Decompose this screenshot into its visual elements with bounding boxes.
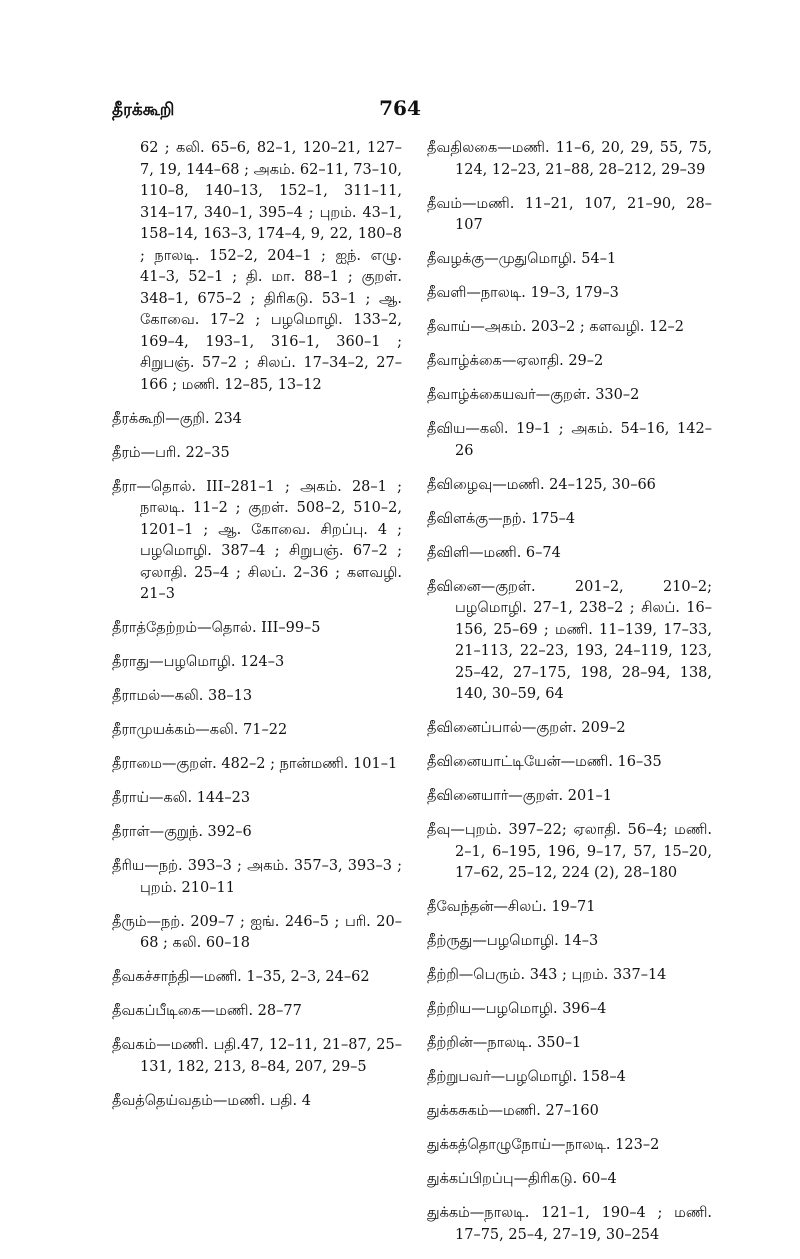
index-entry: தீரும்—நற். 209–7 ; ஐங். 246–5 ; பரி. 20–68 ; கலி. 60–18 (112, 913, 402, 951)
index-entry: தீற்றின்—நாலடி. 350–1 (427, 1035, 582, 1051)
index-entry: தீற்றி—பெரும். 343 ; புறம். 337–14 (427, 967, 667, 983)
index-entry: தீவிய—கலி. 19–1 ; அகம். 54–16, 142–26 (427, 421, 712, 459)
index-entry: தீவாய்—அகம். 203–2 ; களவழி. 12–2 (427, 319, 685, 335)
index-entry: தீற்றிய—பழமொழி. 396–4 (427, 1001, 607, 1017)
index-entry: தீவாழ்க்கை—ஏலாதி. 29–2 (427, 353, 604, 369)
index-entry: துக்கப்பிறப்பு—திரிகடு. 60–4 (427, 1171, 617, 1187)
index-entry: தீவதிலகை—மணி. 11–6, 20, 29, 55, 75, 124, 12–23, 21–88, 28–212, 29–39 (427, 140, 712, 178)
index-entry: தீரக்கூறி—குறி. 234 (112, 410, 242, 427)
index-entry: தீற்ருது—பழமொழி. 14–3 (427, 933, 599, 949)
index-entry: தீவத்தெய்வதம்—மணி. பதி. 4 (112, 1092, 311, 1109)
index-entry: தீவு—புறம். 397–22; ஏலாதி. 56–4; மணி. 2–1, 6–195, 196, 9–17, 57, 15–20, 17–62, 25–12, 224 (2), 28–180 (427, 822, 712, 881)
index-entry: தீரா—தொல். III–281–1 ; அகம். 28–1 ; நாலடி. 11–2 ; குறள். 508–2, 510–2, 1201–1 ; ஆ. கோவை. சிறப்பு. 4 ; பழமொழி. 387–4 ; சிறுபஞ். 67–2 ; ஏலாதி. 25–4 ; சிலப். 2–36 ; களவழி. 21–3 (112, 478, 402, 602)
index-entry: தீவினையாட்டியேன்—மணி. 16–35 (427, 754, 662, 770)
page-number: 764 (379, 96, 421, 120)
index-entry: தீராமுயக்கம்—கலி. 71–22 (112, 722, 288, 738)
index-entry: தீவகப்பீடிகை—மணி. 28–77 (112, 1003, 302, 1019)
index-entry: துக்கம்—நாலடி. 121–1, 190–4 ; மணி. 17–75, 25–4, 27–19, 30–254 (427, 1205, 712, 1243)
index-entry: துக்கசுகம்—மணி. 27–160 (427, 1103, 599, 1119)
index-entry: தீராமல்—கலி. 38–13 (112, 688, 253, 704)
index-entry: தீவழக்கு—முதுமொழி. 54–1 (427, 251, 617, 267)
index-entry: தீற்றுபவர்—பழமொழி. 158–4 (427, 1069, 626, 1085)
index-entry: தீவினை—குறள். 201–2, 210–2; பழமொழி. 27–1, 238–2 ; சிலப். 16–156, 25–69 ; மணி. 11–139, 17–33, 21–113, 22–23, 193, 24–119, 123, 25–42, 27–175, 198, 28–94, 138, 140, 30–59, 64 (427, 578, 712, 702)
index-entry: தீவகம்—மணி. பதி.47, 12–11, 21–87, 25–131, 182, 213, 8–84, 207, 29–5 (112, 1037, 402, 1075)
index-entry: தீராள்—குறுந். 392–6 (112, 824, 252, 840)
right-column (427, 138, 712, 1259)
index-entry: தீவம்—மணி. 11–21, 107, 21–90, 28–107 (427, 195, 712, 233)
index-entry: தீரிய—நற். 393–3 ; அகம். 357–3, 393–3 ; புறம். 210–11 (112, 858, 402, 896)
index-entry: தீவினைப்பால்—குறள். 209–2 (427, 720, 626, 736)
index-entry: தீராமை—குறள். 482–2 ; நான்மணி. 101–1 (112, 756, 398, 772)
index-entry: தீராது—பழமொழி. 124–3 (112, 654, 285, 670)
index-entry: துக்கத்தொழுநோய்—நாலடி. 123–2 (427, 1137, 660, 1153)
index-entry: தீராத்தேற்றம்—தொல். III–99–5 (112, 620, 321, 636)
index-entry: தீவகச்சாந்தி—மணி. 1–35, 2–3, 24–62 (112, 969, 370, 985)
index-entry: தீவளி—நாலடி. 19–3, 179–3 (427, 285, 619, 301)
index-entry: 62 ; கலி. 65–6, 82–1, 120–21, 127–7, 19, 144–68 ; அகம். 62–11, 73–10, 110–8, 140–13, 152–1, 311–11, 314–17, 340–1, 395–4 ; புறம். 43–1, 158–14, 163–3, 174–4, 9, 22, 180–8 ; நாலடி. 152–2, 204–1 ; ஐந். எழு. 41–3, 52–1 ; தி. மா. 88–1 ; குறள். 348–1, 675–2 ; திரிகடு. 53–1 ; ஆ. கோவை. 17–2 ; பழமொழி. 133–2, 169–4, 193–1, 316–1, 360–1 ; சிறுபஞ். 57–2 ; சிலப். 17–34–2, 27–166 ; மணி. 12–85, 13–12 (140, 140, 402, 393)
index-entry: தீவினையார்—குறள். 201–1 (427, 788, 612, 804)
index-entry: தீராய்—கலி. 144–23 (112, 790, 251, 806)
index-entry: தீரம்—பரி. 22–35 (112, 444, 230, 461)
index-entry: தீவிளி—மணி. 6–74 (427, 544, 561, 561)
left-column (112, 138, 402, 1125)
index-entry: தீவேந்தன்—சிலப். 19–71 (427, 899, 596, 915)
index-entry: தீவிளக்கு—நற். 175–4 (427, 510, 576, 527)
index-entry: தீவாழ்க்கையவர்—குறள். 330–2 (427, 387, 640, 403)
index-entry: தீவிழைவு—மணி. 24–125, 30–66 (427, 476, 656, 493)
running-head: தீரக்கூறி (112, 100, 175, 120)
